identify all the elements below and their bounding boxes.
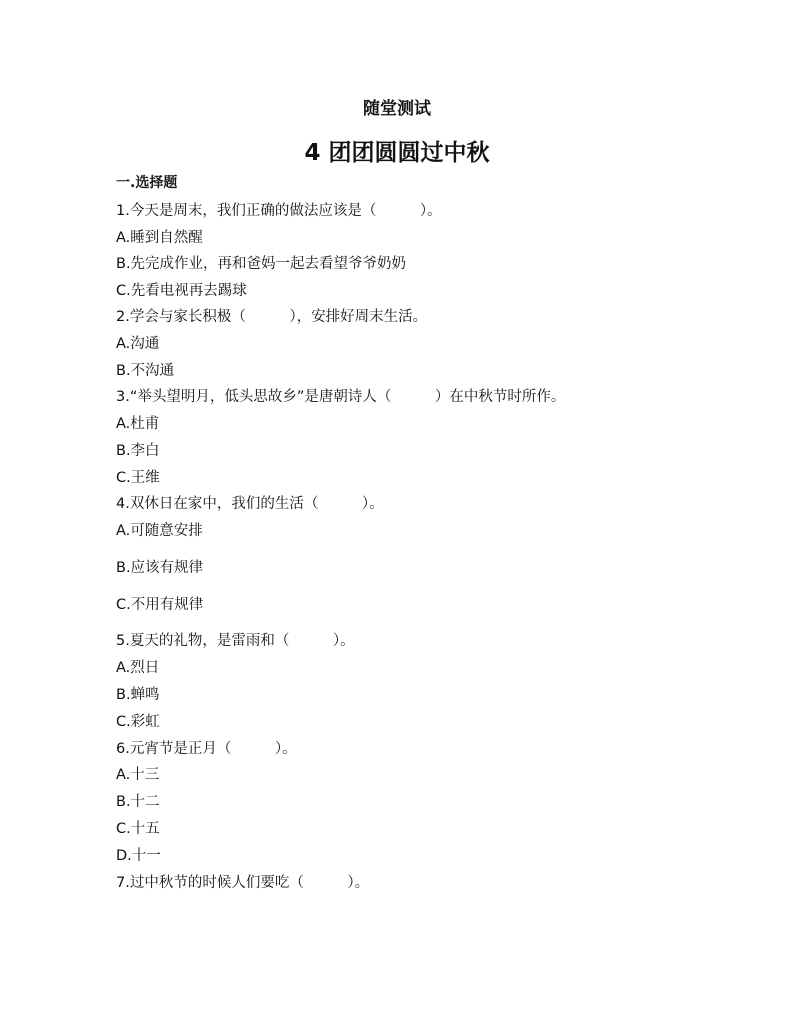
option-3a: A.杜甫	[116, 416, 160, 432]
option-5c: C.彩虹	[116, 714, 160, 730]
option-6a: A.十三	[116, 767, 160, 783]
option-5a: A.烈日	[116, 660, 160, 676]
section-heading: 一.选择题	[116, 175, 178, 191]
question-6: 6.元宵节是正月（ ）。	[116, 741, 297, 757]
page-title: 随堂测试	[363, 99, 431, 119]
option-6c: C.十五	[116, 821, 160, 837]
question-4: 4.双休日在家中，我们的生活（ ）。	[116, 496, 384, 512]
option-1c: C.先看电视再去踢球	[116, 283, 247, 299]
question-1: 1.今天是周末，我们正确的做法应该是（ ）。	[116, 203, 442, 219]
option-4c: C.不用有规律	[116, 597, 204, 613]
option-2b: B.不沟通	[116, 363, 175, 379]
question-7: 7.过中秋节的时候人们要吃（ ）。	[116, 875, 370, 891]
option-4b: B.应该有规律	[116, 560, 204, 576]
option-3c: C.王维	[116, 470, 160, 486]
option-4a: A.可随意安排	[116, 523, 203, 539]
option-1a: A.睡到自然醒	[116, 230, 203, 246]
option-6d: D.十一	[116, 848, 161, 864]
option-6b: B.十二	[116, 794, 160, 810]
option-3b: B.李白	[116, 443, 160, 459]
question-2: 2.学会与家长积极（ ），安排好周末生活。	[116, 309, 428, 325]
question-5: 5.夏天的礼物，是雷雨和（ ）。	[116, 633, 355, 649]
question-3: 3.“举头望明月，低头思故乡”是唐朝诗人（ ）在中秋节时所作。	[116, 389, 566, 405]
option-1b: B.先完成作业，再和爸妈一起去看望爷爷奶奶	[116, 256, 407, 272]
option-5b: B.蝉鸣	[116, 687, 160, 703]
option-2a: A.沟通	[116, 336, 160, 352]
lesson-title: 4 团团圆圆过中秋	[304, 140, 490, 166]
